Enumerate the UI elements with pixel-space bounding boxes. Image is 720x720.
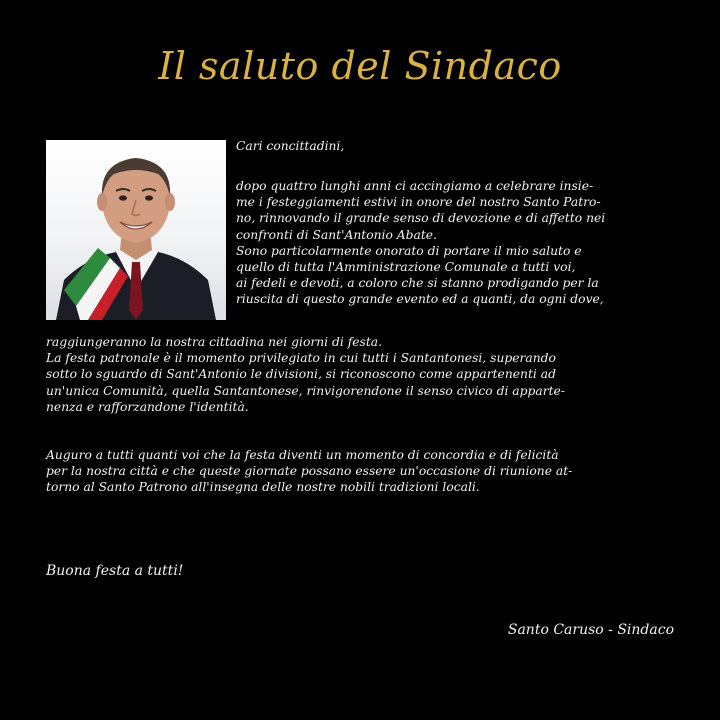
text-line: dopo quattro lunghi anni ci accingiamo a celebrare insie- bbox=[236, 179, 594, 193]
text-line: confronti di Sant'Antonio Abate. bbox=[236, 227, 437, 242]
text-line: La festa patronale è il momento privilegiato in cui tutti i Santantonesi, superando bbox=[46, 351, 556, 366]
text-line: riuscita di questo grande evento ed a quanti, da ogni dove, bbox=[236, 292, 604, 307]
page-title: Il saluto del Sindaco bbox=[158, 44, 562, 88]
text-line: nenza e rafforzandone l'identità. bbox=[46, 399, 249, 414]
text-line: me i festeggiamenti estivi in onore del nostro Santo Patro- bbox=[236, 195, 601, 210]
text-line: quello di tutta l'Amministrazione Comunale a tutti voi, bbox=[236, 259, 576, 274]
mayor-portrait bbox=[46, 140, 226, 320]
text-line: sotto lo sguardo di Sant'Antonio le divisioni, si riconoscono come appartenenti ad bbox=[46, 367, 556, 382]
paragraph-festa bbox=[46, 334, 565, 415]
text-line: Auguro a tutti quanti voi che la festa diventi un momento di concordia e di felicità bbox=[46, 448, 559, 462]
mayor-portrait-illustration bbox=[46, 140, 226, 320]
text-line: torno al Santo Patrono all'insegna delle nostre nobili tradizioni locali. bbox=[46, 480, 480, 495]
paragraph-auguro bbox=[46, 447, 572, 496]
text-line: Sono particolarmente onorato di portare il mio saluto e bbox=[236, 243, 582, 258]
text-line: ai fedeli e devoti, a coloro che si stanno prodigando per la bbox=[236, 276, 599, 291]
text-line: no, rinnovando il grande senso di devozione e di affetto nei bbox=[236, 211, 606, 226]
text-line: un'unica Comunità, quella Santantonese, rinvigorendone il senso civico di apparte- bbox=[46, 383, 565, 398]
signature-text: Santo Caruso - Sindaco bbox=[507, 622, 674, 638]
paragraph-beside-photo bbox=[236, 178, 605, 308]
closing-text: Buona festa a tutti! bbox=[46, 563, 184, 579]
greeting-text: Cari concittadini, bbox=[236, 139, 345, 153]
text-line: per la nostra città e che queste giornate possano essere un'occasione di riunione at- bbox=[46, 464, 573, 479]
text-line: raggiungeranno la nostra cittadina nei giorni di festa. bbox=[46, 335, 383, 349]
